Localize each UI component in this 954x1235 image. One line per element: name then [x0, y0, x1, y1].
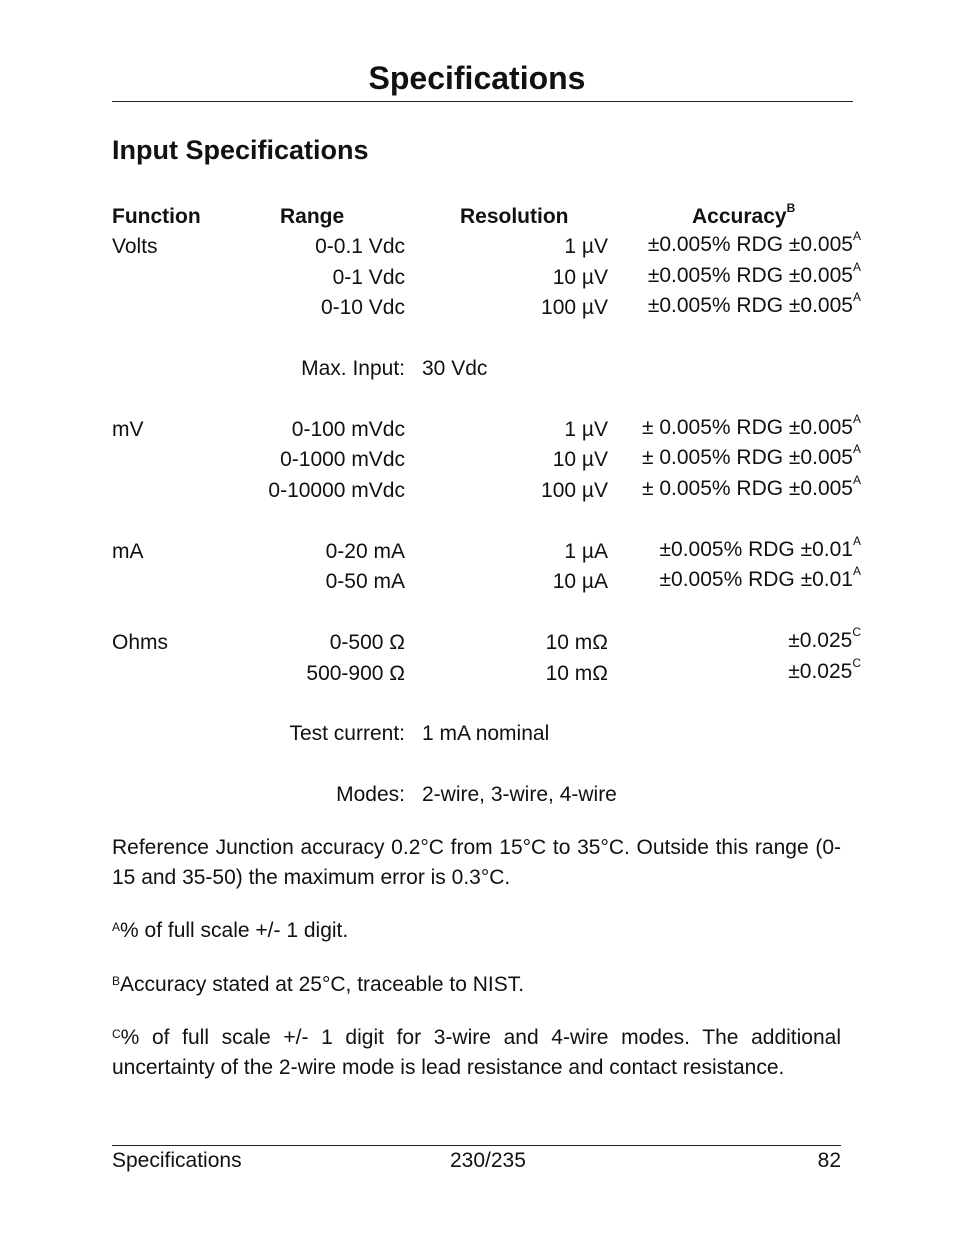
cell-resolution: 100 µV	[541, 479, 608, 502]
footnote-c-text: % of full scale +/- 1 digit for 3-wire and 4-wire modes. The additional uncertainty of the 2-wire mode is lead resistance and contact resistance.	[112, 1026, 841, 1079]
accuracy-note: A	[852, 412, 861, 426]
footnote-a-mark: A	[112, 920, 121, 934]
cell-resolution: 1 µV	[564, 418, 608, 441]
cell-range: 500-900 Ω	[306, 662, 405, 685]
footnote-b-text: Accuracy stated at 25°C, traceable to NIST.	[120, 973, 525, 996]
row-value: 2-wire, 3-wire, 4-wire	[422, 783, 617, 806]
accuracy-value: ± 0.005% RDG ±0.005	[641, 416, 853, 439]
title-rule	[112, 101, 853, 102]
row-value: 30 Vdc	[422, 357, 488, 380]
cell-accuracy	[612, 290, 861, 317]
header-range: Range	[280, 205, 345, 228]
row-value: 1 mA nominal	[422, 722, 550, 745]
cell-function: Volts	[112, 235, 158, 258]
accuracy-value: ±0.005% RDG ±0.005	[647, 233, 853, 256]
cell-accuracy	[612, 473, 861, 500]
footnote-a-text: % of full scale +/- 1 digit.	[120, 919, 349, 942]
cell-resolution: 1 µA	[564, 540, 608, 563]
cell-range: 0-1 Vdc	[332, 266, 405, 289]
footer-center: 230/235	[450, 1149, 526, 1172]
accuracy-value: ±0.025	[788, 660, 853, 683]
section-title: Input Specifications	[112, 135, 369, 165]
cell-resolution: 10 mΩ	[545, 662, 608, 685]
accuracy-value: ±0.005% RDG ±0.01	[659, 538, 853, 561]
cell-accuracy	[612, 442, 861, 469]
cell-range: 0-10 Vdc	[320, 296, 405, 319]
cell-range: 0-100 mVdc	[291, 418, 405, 441]
cell-resolution: 10 µA	[552, 570, 608, 593]
cell-range: 0-50 mA	[325, 570, 405, 593]
header-accuracy-label: Accuracy	[692, 205, 787, 228]
accuracy-value: ±0.005% RDG ±0.005	[647, 264, 853, 287]
cell-function: mV	[112, 418, 144, 441]
accuracy-value: ± 0.005% RDG ±0.005	[641, 477, 853, 500]
row-label: Test current:	[289, 722, 405, 745]
row-label: Modes:	[336, 783, 405, 806]
footer-rule	[112, 1145, 841, 1146]
cell-accuracy	[612, 260, 861, 287]
footnote-c-mark: C	[112, 1027, 121, 1041]
cell-resolution: 10 mΩ	[545, 631, 608, 654]
cell-accuracy	[612, 656, 861, 683]
footnote-b	[112, 970, 841, 1000]
footer-page-number: 82	[817, 1149, 841, 1172]
footnote-a	[112, 916, 841, 946]
accuracy-note: A	[852, 442, 861, 456]
page-title: Specifications	[368, 60, 586, 96]
cell-range: 0-1000 mVdc	[280, 448, 405, 471]
cell-function: Ohms	[112, 631, 169, 654]
cell-range: 0-20 mA	[325, 540, 405, 563]
footnote-b-mark: B	[112, 974, 121, 988]
footnote-c	[112, 1023, 841, 1083]
accuracy-value: ±0.025	[788, 629, 853, 652]
accuracy-value: ±0.005% RDG ±0.005	[647, 294, 853, 317]
accuracy-note: A	[852, 290, 861, 304]
header-accuracy-note: B	[786, 201, 796, 215]
cell-resolution: 10 µV	[552, 448, 608, 471]
cell-accuracy	[612, 412, 861, 439]
header-function: Function	[112, 205, 201, 228]
accuracy-note: A	[852, 534, 861, 548]
accuracy-note: C	[852, 625, 861, 639]
accuracy-note: A	[852, 260, 861, 274]
cell-accuracy	[612, 625, 861, 652]
cell-range: 0-0.1 Vdc	[315, 235, 405, 258]
cell-resolution: 10 µV	[552, 266, 608, 289]
cell-accuracy	[612, 564, 861, 591]
accuracy-note: A	[852, 564, 861, 578]
cell-function: mA	[112, 540, 144, 563]
accuracy-value: ±0.005% RDG ±0.01	[659, 568, 853, 591]
header-resolution: Resolution	[460, 205, 569, 228]
accuracy-value: ± 0.005% RDG ±0.005	[641, 446, 853, 469]
reference-junction-text: Reference Junction accuracy 0.2°C from 15°C to 35°C. Outside this range (0-15 and 35-50) the maximum error is 0.3°C.	[112, 836, 841, 889]
accuracy-note: C	[852, 656, 861, 670]
row-label: Max. Input:	[301, 357, 405, 380]
accuracy-note: A	[852, 229, 861, 243]
header-accuracy	[692, 201, 796, 228]
cell-accuracy	[612, 534, 861, 561]
cell-resolution: 100 µV	[541, 296, 608, 319]
cell-accuracy	[612, 229, 861, 256]
cell-range: 0-10000 mVdc	[268, 479, 405, 502]
cell-resolution: 1 µV	[564, 235, 608, 258]
accuracy-note: A	[852, 473, 861, 487]
footer-left: Specifications	[112, 1149, 242, 1172]
cell-range: 0-500 Ω	[329, 631, 405, 654]
